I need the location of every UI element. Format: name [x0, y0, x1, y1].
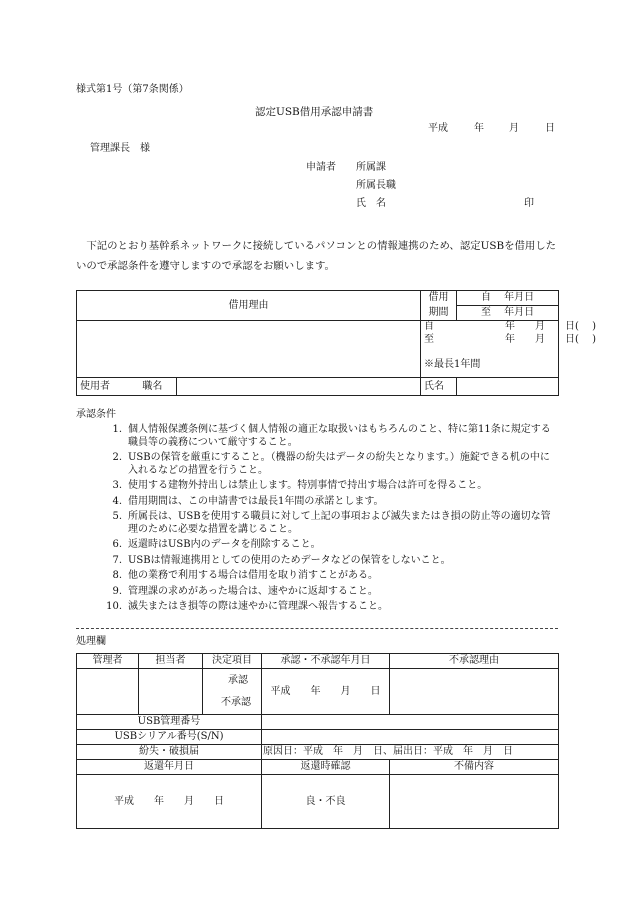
return-condition-value[interactable]: 良・不良 [262, 775, 390, 829]
addressee: 管理課長 様 [90, 143, 150, 154]
condition-item: 10. 滅失またはき損等の際は速やかに管理課へ報告すること。 [106, 601, 388, 612]
seal-mark: 印 [524, 198, 534, 209]
approve-option[interactable]: 承認 [228, 674, 248, 686]
header-decision: 決定項目 [203, 654, 262, 669]
condition-item: 6. 返還時はUSB内のデータを削除すること。 [112, 539, 321, 550]
condition-item: 5. 所属長は、USBを使用する職員に対して上記の事項および滅失またはき損の防止等の適切な管理のために必要な措置を講じること。 [112, 511, 551, 535]
date-month: 月 [509, 123, 519, 134]
period-header-2: 期間 [421, 306, 457, 321]
date-era: 平成 [428, 123, 448, 134]
condition-item: 1. 個人情報保護条例に基づく個人情報の適正な取扱いはもちろんのこと、特に第11条に規定する職員等の義務について厳守すること。 [112, 424, 551, 448]
conditions-heading: 承認条件 [76, 409, 116, 420]
decision-date-cell[interactable]: 平成 年 月 日 [262, 669, 390, 715]
applicant-dept-label: 所属課 [356, 162, 386, 173]
period-cell[interactable] [421, 321, 597, 378]
return-check-label: 返還時確認 [262, 760, 390, 775]
defect-label: 不備内容 [390, 760, 559, 775]
reject-reason-cell[interactable] [390, 669, 559, 715]
user-label: 使用者 [80, 381, 110, 392]
processing-table [76, 653, 559, 829]
usb-id-label: USB管理番号 [77, 715, 262, 730]
user-row [77, 378, 421, 396]
processing-heading: 処理欄 [76, 636, 106, 647]
usb-serial-value[interactable] [262, 730, 559, 745]
header-reject-reason: 不承認理由 [390, 654, 559, 669]
period-header-1: 借用 [421, 291, 457, 306]
condition-item: 3. 使用する建物外持出しは禁止します。特別事情で持出す場合は許可を得ること。 [112, 480, 488, 491]
manager-seal-cell[interactable] [77, 669, 139, 715]
condition-item: 2. USBの保管を厳重にすること。（機器の紛失はデータの紛失となります。）施錠できる机の中に入れるなどの措置を行うこと。 [112, 452, 550, 476]
loss-report-value[interactable]: 原因日：平成 年 月 日、届出日：平成 年 月 日 [262, 745, 559, 760]
conditions-list [78, 424, 556, 614]
condition-item: 7. USBは情報連携用としての使用のためデータなどの保管をしないこと。 [112, 554, 451, 566]
defect-value[interactable] [390, 775, 559, 829]
date-year: 年 [474, 123, 484, 134]
reject-option[interactable]: 不承認 [221, 696, 251, 708]
period-to-date: 年 月 日( ) [505, 334, 597, 345]
decision-options[interactable] [203, 669, 262, 715]
condition-item: 4. 借用期間は、この申請書では最長1年間の承諾とします。 [112, 495, 384, 507]
usb-serial-label: USBシリアル番号(S/N) [77, 730, 262, 745]
reason-header: 借用理由 [77, 291, 421, 321]
post-label: 職名 [142, 381, 163, 392]
document-title: 認定USB借用承認申請書 [255, 106, 374, 118]
return-date-value[interactable]: 平成 年 月 日 [77, 775, 262, 829]
to-date-header: 至 年月日 [457, 306, 559, 321]
period-from-label: 自 [424, 321, 435, 332]
applicant-chief-label: 所属長職 [356, 180, 396, 191]
header-staff: 担当者 [139, 654, 203, 669]
period-to-label: 至 [424, 334, 435, 345]
max-period-note: ※最長1年間 [424, 359, 481, 370]
period-from-date: 年 月 日( ) [505, 321, 597, 332]
form-number-label: 様式第1号（第7条関係） [76, 84, 189, 95]
header-decision-date: 承認・不承認年月日 [262, 654, 390, 669]
name-label: 氏名 [421, 378, 457, 396]
condition-item: 9. 管理課の求めがあった場合は、速やかに返却すること。 [112, 585, 378, 597]
applicant-name-label: 氏 名 [356, 198, 386, 209]
header-manager: 管理者 [77, 654, 139, 669]
intro-paragraph: 下記のとおり基幹系ネットワークに接続しているパソコンとの情報連携のため、認定USBを借用したいので承認条件を遵守しますので承認をお願いします。 [76, 240, 557, 272]
condition-item: 8. 他の業務で利用する場合は借用を取り消すことがある。 [112, 570, 378, 581]
cut-line-divider [76, 628, 558, 629]
date-day: 日 [545, 123, 555, 134]
from-date-header: 自 年月日 [457, 291, 559, 306]
loan-table [76, 290, 597, 396]
return-date-label: 返還年月日 [77, 760, 262, 775]
applicant-label: 申請者 [306, 162, 336, 173]
staff-seal-cell[interactable] [139, 669, 203, 715]
reason-cell[interactable] [77, 321, 421, 378]
loss-report-label: 紛失・破損届 [77, 745, 262, 760]
name-cell[interactable] [457, 378, 559, 396]
usb-id-value[interactable] [262, 715, 559, 730]
